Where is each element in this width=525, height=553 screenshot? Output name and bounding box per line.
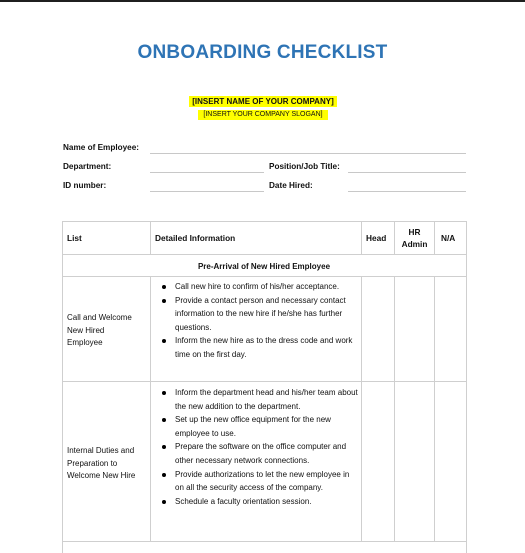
row-label-line: Internal Duties and: [67, 446, 135, 455]
header-hr-line1: HR: [408, 227, 421, 237]
top-border: [0, 0, 525, 2]
header-list: List: [67, 233, 82, 243]
column-divider: [434, 221, 435, 255]
column-divider: [150, 221, 151, 255]
table-border-right: [466, 221, 467, 553]
head-check-cell[interactable]: [362, 277, 394, 381]
date-hired-label: Date Hired:: [269, 181, 313, 190]
hr-admin-check-cell[interactable]: [395, 382, 434, 541]
department-label: Department:: [63, 162, 112, 171]
row-label-line: Welcome New Hire: [67, 471, 136, 480]
detail-item: Prepare the software on the office computer and other necessary network connections.: [155, 440, 359, 467]
id-number-label: ID number:: [63, 181, 107, 190]
row-label: [67, 445, 149, 483]
id-number-field[interactable]: [150, 191, 264, 192]
section-title: Pre-Arrival of New Hired Employee: [197, 262, 331, 271]
department-field[interactable]: [150, 172, 264, 173]
header-head: Head: [366, 233, 387, 243]
detail-item: Set up the new office equipment for the new employee to use.: [155, 413, 359, 440]
header-na: N/A: [441, 233, 456, 243]
na-check-cell[interactable]: [435, 277, 466, 381]
na-check-cell[interactable]: [435, 382, 466, 541]
row-details: [155, 386, 359, 508]
date-hired-field[interactable]: [348, 191, 466, 192]
row-label-line: Employee: [67, 338, 103, 347]
table-row-divider: [62, 541, 467, 542]
detail-item: Provide authorizations to let the new employee in on all the security access of the company.: [155, 468, 359, 495]
employee-name-field[interactable]: [150, 153, 466, 154]
hr-admin-check-cell[interactable]: [395, 277, 434, 381]
detail-item: Call new hire to confirm of his/her acceptance.: [155, 280, 359, 294]
detail-item: Schedule a faculty orientation session.: [155, 495, 359, 509]
row-details: [155, 280, 359, 362]
detail-item: Provide a contact person and necessary contact information to the new hire if he/she has further questions.: [155, 294, 359, 335]
table-border-top: [62, 221, 467, 222]
header-detailed-information: Detailed Information: [155, 233, 236, 243]
row-label-line: Preparation to: [67, 458, 118, 468]
position-label: Position/Job Title:: [269, 162, 340, 171]
detail-item: Inform the department head and his/her team about the new addition to the department.: [155, 386, 359, 413]
table-header-divider: [62, 254, 467, 255]
column-divider: [150, 276, 151, 542]
column-divider: [361, 221, 362, 255]
header-hr-line2: Admin: [401, 239, 428, 249]
company-name-placeholder: [INSERT NAME OF YOUR COMPANY]: [189, 96, 337, 107]
position-field[interactable]: [348, 172, 466, 173]
document-title: ONBOARDING CHECKLIST: [137, 42, 388, 63]
row-label-line: New Hired: [67, 325, 105, 335]
detail-item: Inform the new hire as to the dress code and work time on the first day.: [155, 334, 359, 361]
head-check-cell[interactable]: [362, 382, 394, 541]
row-label-line: Call and Welcome: [67, 313, 132, 322]
row-label: [67, 312, 147, 350]
employee-name-label: Name of Employee:: [63, 143, 139, 152]
company-slogan-placeholder: [INSERT YOUR COMPANY SLOGAN]: [198, 110, 328, 120]
